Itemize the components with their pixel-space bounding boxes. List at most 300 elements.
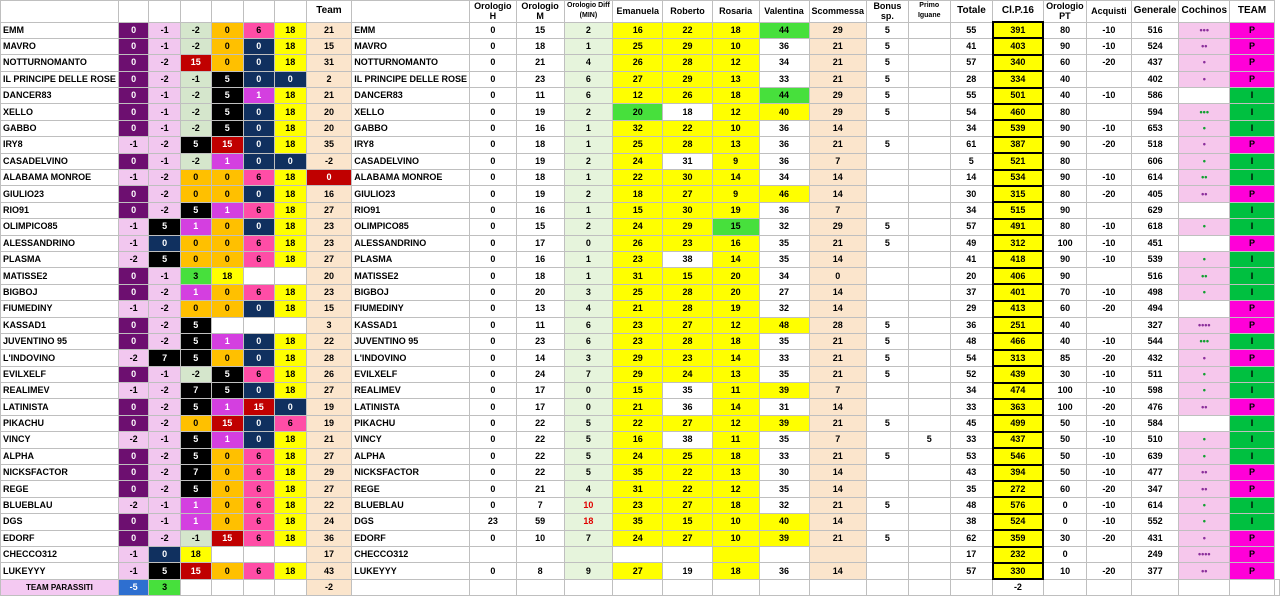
score-cell[interactable]: 5 [180, 317, 211, 333]
score-cell[interactable]: 0 [149, 547, 180, 563]
valentina[interactable]: 35 [759, 333, 809, 349]
primo[interactable] [908, 153, 950, 169]
player-name-repeat[interactable]: KASSAD1 [352, 317, 470, 333]
cochinos[interactable]: • [1179, 284, 1230, 300]
roberto[interactable]: 29 [663, 71, 712, 87]
totale[interactable]: 41 [950, 251, 993, 267]
rosaria[interactable]: 10 [712, 530, 759, 546]
footer-blank[interactable] [564, 579, 613, 595]
generale[interactable]: 432 [1131, 350, 1179, 366]
roberto[interactable]: 22 [663, 465, 712, 481]
clp[interactable]: 403 [993, 38, 1043, 54]
generale[interactable]: 249 [1131, 547, 1179, 563]
orologio-h[interactable]: 0 [470, 251, 517, 267]
score-cell[interactable]: 18 [274, 88, 306, 104]
score-cell[interactable]: 5 [149, 219, 180, 235]
team-total[interactable]: 21 [306, 22, 351, 38]
score-cell[interactable]: -2 [118, 432, 149, 448]
scommessa[interactable]: 21 [809, 530, 867, 546]
team-total[interactable]: 28 [306, 350, 351, 366]
rosaria[interactable]: 12 [712, 481, 759, 497]
orologio-diff[interactable]: 3 [564, 284, 613, 300]
emanuela[interactable]: 22 [613, 170, 663, 186]
player-name-repeat[interactable]: EMM [352, 22, 470, 38]
totale[interactable]: 45 [950, 415, 993, 431]
clp[interactable]: 546 [993, 448, 1043, 464]
valentina[interactable]: 30 [759, 465, 809, 481]
player-name-repeat[interactable]: ALABAMA MONROE [352, 170, 470, 186]
score-cell[interactable]: 0 [243, 350, 274, 366]
clp[interactable]: 418 [993, 251, 1043, 267]
team-badge[interactable]: I [1230, 432, 1275, 448]
player-name[interactable]: NOTTURNOMANTO [1, 55, 119, 71]
acquisti[interactable]: -20 [1087, 55, 1132, 71]
header-acquisti[interactable]: Acquisti [1087, 1, 1132, 23]
generale[interactable]: 653 [1131, 120, 1179, 136]
team-badge[interactable]: I [1230, 284, 1275, 300]
player-name-repeat[interactable]: IL PRINCIPE DELLE ROSE [352, 71, 470, 87]
generale[interactable]: 405 [1131, 186, 1179, 202]
team-total[interactable]: 15 [306, 38, 351, 54]
score-cell[interactable]: -2 [149, 317, 180, 333]
orologio-h[interactable] [470, 547, 517, 563]
team-total[interactable]: 3 [306, 317, 351, 333]
valentina[interactable]: 39 [759, 383, 809, 399]
score-cell[interactable]: 1 [180, 219, 211, 235]
score-cell[interactable]: -1 [149, 88, 180, 104]
primo[interactable] [908, 38, 950, 54]
score-cell[interactable]: -2 [149, 448, 180, 464]
orologio-diff[interactable]: 7 [564, 366, 613, 382]
clp[interactable]: 499 [993, 415, 1043, 431]
header-team[interactable]: Team [306, 1, 351, 23]
score-cell[interactable]: 7 [180, 465, 211, 481]
player-name[interactable]: BIGBOJ [1, 284, 119, 300]
bonus[interactable] [867, 186, 909, 202]
header-blank[interactable] [243, 1, 274, 23]
score-cell[interactable]: 0 [211, 514, 243, 530]
score-cell[interactable]: 6 [243, 170, 274, 186]
generale[interactable]: 494 [1131, 301, 1179, 317]
rosaria[interactable]: 20 [712, 284, 759, 300]
primo[interactable] [908, 399, 950, 415]
score-cell[interactable]: 5 [149, 251, 180, 267]
score-cell[interactable]: 0 [211, 465, 243, 481]
orologio-m[interactable]: 15 [516, 219, 564, 235]
score-cell[interactable]: 15 [211, 415, 243, 431]
valentina[interactable]: 36 [759, 38, 809, 54]
score-cell[interactable]: 0 [118, 186, 149, 202]
scommessa[interactable]: 14 [809, 301, 867, 317]
score-cell[interactable]: -1 [118, 170, 149, 186]
orologio-pt[interactable]: 60 [1043, 481, 1087, 497]
orologio-h[interactable]: 23 [470, 514, 517, 530]
generale[interactable]: 437 [1131, 55, 1179, 71]
header-emanuela[interactable]: Emanuela [613, 1, 663, 23]
footer-score[interactable]: 3 [149, 579, 180, 595]
generale[interactable]: 377 [1131, 563, 1179, 579]
orologio-m[interactable]: 16 [516, 120, 564, 136]
score-cell[interactable] [274, 268, 306, 284]
cochinos[interactable]: •••• [1179, 547, 1230, 563]
score-cell[interactable]: 18 [274, 120, 306, 136]
score-cell[interactable]: -2 [180, 366, 211, 382]
orologio-pt[interactable]: 70 [1043, 284, 1087, 300]
emanuela[interactable]: 21 [613, 399, 663, 415]
emanuela[interactable]: 35 [613, 514, 663, 530]
score-cell[interactable]: 5 [180, 432, 211, 448]
player-name-repeat[interactable]: REALIMEV [352, 383, 470, 399]
emanuela[interactable]: 18 [613, 186, 663, 202]
player-name[interactable]: XELLO [1, 104, 119, 120]
score-cell[interactable] [211, 317, 243, 333]
orologio-m[interactable]: 22 [516, 432, 564, 448]
orologio-h[interactable]: 0 [470, 301, 517, 317]
valentina[interactable]: 32 [759, 497, 809, 513]
team-badge[interactable]: I [1230, 120, 1275, 136]
score-cell[interactable]: 0 [180, 415, 211, 431]
rosaria[interactable]: 10 [712, 38, 759, 54]
totale[interactable]: 55 [950, 22, 993, 38]
score-cell[interactable]: 18 [211, 268, 243, 284]
score-cell[interactable]: 0 [118, 514, 149, 530]
orologio-pt[interactable]: 80 [1043, 186, 1087, 202]
score-cell[interactable]: -1 [149, 497, 180, 513]
orologio-m[interactable]: 14 [516, 350, 564, 366]
footer-blank[interactable] [663, 579, 712, 595]
orologio-m[interactable]: 16 [516, 251, 564, 267]
score-cell[interactable]: 0 [243, 71, 274, 87]
orologio-pt[interactable]: 90 [1043, 137, 1087, 153]
bonus[interactable]: 5 [867, 530, 909, 546]
cochinos[interactable] [1179, 301, 1230, 317]
acquisti[interactable] [1087, 547, 1132, 563]
generale[interactable]: 402 [1131, 71, 1179, 87]
footer-blank[interactable] [1131, 579, 1179, 595]
scommessa[interactable]: 21 [809, 235, 867, 251]
score-cell[interactable]: 5 [149, 563, 180, 579]
player-name[interactable]: GABBO [1, 120, 119, 136]
scommessa[interactable]: 21 [809, 137, 867, 153]
orologio-diff[interactable]: 3 [564, 350, 613, 366]
cochinos[interactable]: ••• [1179, 22, 1230, 38]
orologio-pt[interactable]: 85 [1043, 350, 1087, 366]
score-cell[interactable]: -1 [118, 235, 149, 251]
player-name[interactable]: ALPHA [1, 448, 119, 464]
team-total[interactable]: 27 [306, 448, 351, 464]
rosaria[interactable]: 10 [712, 120, 759, 136]
score-cell[interactable]: 15 [243, 399, 274, 415]
totale[interactable]: 48 [950, 497, 993, 513]
score-cell[interactable]: 18 [274, 186, 306, 202]
team-badge[interactable]: P [1230, 563, 1275, 579]
primo[interactable] [908, 137, 950, 153]
score-cell[interactable]: -2 [149, 170, 180, 186]
orologio-pt[interactable]: 90 [1043, 120, 1087, 136]
primo[interactable] [908, 448, 950, 464]
team-total[interactable]: 29 [306, 465, 351, 481]
clp[interactable]: 460 [993, 104, 1043, 120]
generale[interactable]: 639 [1131, 448, 1179, 464]
orologio-m[interactable]: 15 [516, 22, 564, 38]
score-cell[interactable]: 5 [211, 120, 243, 136]
team-badge[interactable]: P [1230, 22, 1275, 38]
orologio-h[interactable]: 0 [470, 350, 517, 366]
score-cell[interactable]: -2 [180, 88, 211, 104]
scommessa[interactable]: 7 [809, 153, 867, 169]
clp[interactable]: 387 [993, 137, 1043, 153]
acquisti[interactable]: -20 [1087, 399, 1132, 415]
team-total[interactable]: 19 [306, 399, 351, 415]
team-total[interactable]: 0 [306, 170, 351, 186]
orologio-diff[interactable]: 18 [564, 514, 613, 530]
score-cell[interactable]: 18 [274, 284, 306, 300]
score-cell[interactable]: -2 [149, 137, 180, 153]
header-roberto[interactable]: Roberto [663, 1, 712, 23]
player-name[interactable]: RIO91 [1, 202, 119, 218]
player-name-repeat[interactable]: NOTTURNOMANTO [352, 55, 470, 71]
valentina[interactable]: 40 [759, 514, 809, 530]
scommessa[interactable]: 14 [809, 120, 867, 136]
team-badge[interactable]: P [1230, 71, 1275, 87]
orologio-diff[interactable]: 0 [564, 399, 613, 415]
primo[interactable] [908, 563, 950, 579]
player-name-repeat[interactable]: PLASMA [352, 251, 470, 267]
score-cell[interactable]: 18 [180, 547, 211, 563]
orologio-h[interactable]: 0 [470, 120, 517, 136]
orologio-pt[interactable]: 80 [1043, 153, 1087, 169]
orologio-diff[interactable]: 4 [564, 301, 613, 317]
score-cell[interactable]: 0 [211, 251, 243, 267]
orologio-m[interactable]: 23 [516, 71, 564, 87]
bonus[interactable]: 5 [867, 104, 909, 120]
team-total[interactable]: 2 [306, 71, 351, 87]
footer-blank[interactable] [180, 579, 211, 595]
player-name-repeat[interactable]: LATINISTA [352, 399, 470, 415]
score-cell[interactable]: 5 [211, 88, 243, 104]
totale[interactable]: 29 [950, 301, 993, 317]
orologio-pt[interactable]: 80 [1043, 219, 1087, 235]
header-clp[interactable]: Cl.P.16 [993, 1, 1043, 23]
player-name[interactable]: LATINISTA [1, 399, 119, 415]
team-total[interactable]: 26 [306, 366, 351, 382]
player-name[interactable]: PLASMA [1, 251, 119, 267]
footer-blank[interactable] [613, 579, 663, 595]
totale[interactable]: 14 [950, 170, 993, 186]
player-name[interactable]: EMM [1, 22, 119, 38]
roberto[interactable] [663, 547, 712, 563]
score-cell[interactable] [274, 547, 306, 563]
score-cell[interactable]: 6 [243, 284, 274, 300]
totale[interactable]: 34 [950, 383, 993, 399]
score-cell[interactable]: 0 [211, 284, 243, 300]
generale[interactable]: 552 [1131, 514, 1179, 530]
cochinos[interactable]: • [1179, 448, 1230, 464]
scommessa[interactable]: 14 [809, 481, 867, 497]
clp[interactable]: 576 [993, 497, 1043, 513]
orologio-pt[interactable]: 90 [1043, 268, 1087, 284]
emanuela[interactable]: 23 [613, 317, 663, 333]
team-total[interactable]: 36 [306, 530, 351, 546]
primo[interactable] [908, 481, 950, 497]
header-bonus[interactable]: Bonus sp. [867, 1, 909, 23]
primo[interactable] [908, 514, 950, 530]
score-cell[interactable]: 6 [243, 514, 274, 530]
scommessa[interactable]: 21 [809, 71, 867, 87]
score-cell[interactable]: 6 [243, 465, 274, 481]
orologio-h[interactable]: 0 [470, 383, 517, 399]
clp[interactable]: 491 [993, 219, 1043, 235]
roberto[interactable]: 36 [663, 399, 712, 415]
acquisti[interactable] [1087, 268, 1132, 284]
cochinos[interactable]: •••• [1179, 317, 1230, 333]
generale[interactable]: 516 [1131, 22, 1179, 38]
orologio-m[interactable] [516, 547, 564, 563]
rosaria[interactable]: 18 [712, 333, 759, 349]
emanuela[interactable]: 29 [613, 350, 663, 366]
player-name-repeat[interactable]: BIGBOJ [352, 284, 470, 300]
generale[interactable]: 498 [1131, 284, 1179, 300]
score-cell[interactable]: -2 [149, 399, 180, 415]
player-name-repeat[interactable]: DANCER83 [352, 88, 470, 104]
roberto[interactable]: 25 [663, 448, 712, 464]
scommessa[interactable]: 21 [809, 333, 867, 349]
acquisti[interactable]: -10 [1087, 219, 1132, 235]
team-total[interactable]: 22 [306, 333, 351, 349]
rosaria[interactable]: 12 [712, 55, 759, 71]
valentina[interactable]: 36 [759, 202, 809, 218]
totale[interactable]: 48 [950, 333, 993, 349]
generale[interactable]: 598 [1131, 383, 1179, 399]
clp[interactable]: 401 [993, 284, 1043, 300]
emanuela[interactable]: 22 [613, 415, 663, 431]
totale[interactable]: 57 [950, 219, 993, 235]
orologio-m[interactable]: 17 [516, 235, 564, 251]
scommessa[interactable]: 29 [809, 22, 867, 38]
orologio-diff[interactable]: 4 [564, 481, 613, 497]
team-parassiti-label[interactable]: TEAM PARASSITI [1, 579, 119, 595]
orologio-diff[interactable]: 6 [564, 88, 613, 104]
bonus[interactable]: 5 [867, 55, 909, 71]
team-badge[interactable]: I [1230, 333, 1275, 349]
totale[interactable]: 54 [950, 104, 993, 120]
score-cell[interactable]: 5 [180, 137, 211, 153]
score-cell[interactable]: 18 [274, 563, 306, 579]
score-cell[interactable]: 5 [211, 366, 243, 382]
score-cell[interactable]: 0 [180, 235, 211, 251]
scommessa[interactable]: 7 [809, 432, 867, 448]
footer-blank[interactable] [867, 579, 909, 595]
orologio-pt[interactable]: 40 [1043, 88, 1087, 104]
player-name[interactable]: ALABAMA MONROE [1, 170, 119, 186]
score-cell[interactable]: 0 [243, 186, 274, 202]
cochinos[interactable]: • [1179, 55, 1230, 71]
bonus[interactable] [867, 153, 909, 169]
orologio-diff[interactable]: 2 [564, 219, 613, 235]
generale[interactable]: 477 [1131, 465, 1179, 481]
orologio-diff[interactable]: 1 [564, 137, 613, 153]
orologio-h[interactable]: 0 [470, 497, 517, 513]
orologio-h[interactable]: 0 [470, 104, 517, 120]
acquisti[interactable]: -20 [1087, 137, 1132, 153]
score-cell[interactable]: 18 [274, 301, 306, 317]
orologio-m[interactable]: 22 [516, 415, 564, 431]
valentina[interactable]: 35 [759, 251, 809, 267]
score-cell[interactable]: 1 [211, 399, 243, 415]
orologio-h[interactable]: 0 [470, 481, 517, 497]
bonus[interactable] [867, 432, 909, 448]
orologio-m[interactable]: 18 [516, 137, 564, 153]
score-cell[interactable]: 0 [243, 383, 274, 399]
emanuela[interactable]: 26 [613, 55, 663, 71]
orologio-h[interactable]: 0 [470, 399, 517, 415]
roberto[interactable]: 27 [663, 317, 712, 333]
valentina[interactable]: 35 [759, 366, 809, 382]
score-cell[interactable]: -1 [149, 366, 180, 382]
score-cell[interactable]: 18 [274, 514, 306, 530]
primo[interactable]: 5 [908, 432, 950, 448]
bonus[interactable]: 5 [867, 22, 909, 38]
valentina[interactable]: 35 [759, 481, 809, 497]
acquisti[interactable]: -20 [1087, 530, 1132, 546]
cochinos[interactable]: • [1179, 366, 1230, 382]
orologio-pt[interactable]: 90 [1043, 251, 1087, 267]
bonus[interactable]: 5 [867, 219, 909, 235]
emanuela[interactable]: 20 [613, 104, 663, 120]
score-cell[interactable]: 0 [118, 22, 149, 38]
orologio-h[interactable]: 0 [470, 268, 517, 284]
score-cell[interactable]: 18 [274, 235, 306, 251]
scommessa[interactable]: 7 [809, 202, 867, 218]
footer-blank[interactable] [759, 579, 809, 595]
bonus[interactable]: 5 [867, 235, 909, 251]
bonus[interactable] [867, 202, 909, 218]
score-cell[interactable]: 0 [118, 268, 149, 284]
team-badge[interactable]: P [1230, 465, 1275, 481]
bonus[interactable]: 5 [867, 88, 909, 104]
orologio-m[interactable]: 11 [516, 317, 564, 333]
roberto[interactable]: 27 [663, 186, 712, 202]
score-cell[interactable]: 0 [211, 481, 243, 497]
score-cell[interactable]: -2 [149, 186, 180, 202]
team-badge[interactable]: I [1230, 497, 1275, 513]
cochinos[interactable]: •• [1179, 465, 1230, 481]
score-cell[interactable]: 7 [180, 383, 211, 399]
clp[interactable]: 340 [993, 55, 1043, 71]
roberto[interactable]: 28 [663, 137, 712, 153]
primo[interactable] [908, 170, 950, 186]
cochinos[interactable]: •• [1179, 186, 1230, 202]
valentina[interactable]: 36 [759, 563, 809, 579]
orologio-pt[interactable]: 60 [1043, 301, 1087, 317]
score-cell[interactable]: 6 [243, 251, 274, 267]
team-badge[interactable]: P [1230, 137, 1275, 153]
generale[interactable]: 510 [1131, 432, 1179, 448]
orologio-pt[interactable]: 10 [1043, 563, 1087, 579]
generale[interactable]: 524 [1131, 38, 1179, 54]
orologio-pt[interactable]: 90 [1043, 170, 1087, 186]
acquisti[interactable] [1087, 104, 1132, 120]
bonus[interactable]: 5 [867, 448, 909, 464]
orologio-h[interactable]: 0 [470, 465, 517, 481]
acquisti[interactable] [1087, 202, 1132, 218]
orologio-diff[interactable]: 1 [564, 268, 613, 284]
player-name-repeat[interactable]: REGE [352, 481, 470, 497]
generale[interactable]: 629 [1131, 202, 1179, 218]
score-cell[interactable]: 6 [243, 530, 274, 546]
primo[interactable] [908, 235, 950, 251]
score-cell[interactable]: 18 [274, 465, 306, 481]
